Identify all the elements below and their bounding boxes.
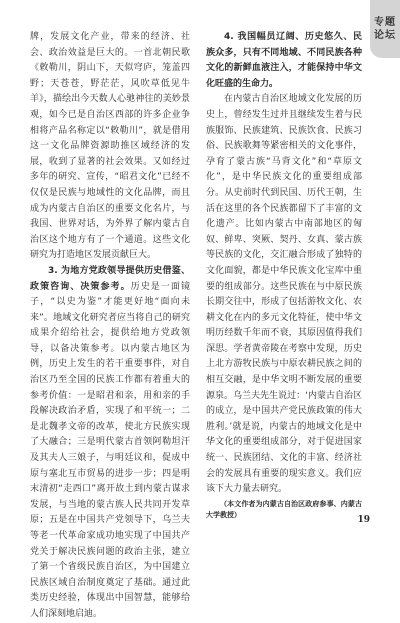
author-note: （本文作者为内蒙古自治区政府参事、内蒙古大学教授）: [206, 498, 362, 519]
left-paragraph-1: 牌，发展文化产业，带来的经济、社会、政治效益是巨大的。一首北朝民歌《敕勒川，阴山下，天似穹庐，笼盖四野；天苍苍，野茫茫，风吹草低见牛羊》，描绘出今天数人心驰神往的美妙景观，如今已是自治区西部的许多企业争相将产品名称定以“敕勒川”，就是借用这一文化品牌资源助推区域经济的发展，收到了显著的社会效果。又如经过多年的研究、宣传，“昭君文化”已经不仅仅是民族与地域性的文化品牌，而且成为内蒙古自治区的重要文化名片，与我国、世界对话，为外界了解内蒙古自治区这个地方有了一个通道。这些文化研究为打造地区发展贡献巨大。: [30, 32, 190, 261]
section-tab-line2: 论坛: [374, 30, 396, 41]
right-heading-4: 4. 我国幅员辽阔、历史悠久、民族众多，只有不同地域、不同民族各种文化的新鲜血液注入，才能保持中华文化旺盛的生命力。: [206, 32, 362, 89]
left-heading-3: 3. 为地方党政领导提供历史借鉴、政策咨询、决策参考。: [30, 265, 190, 292]
section-tab-line1: 专题: [374, 17, 396, 28]
right-column: [206, 30, 362, 520]
left-paragraph-2-body: 历史是一面镜子，“以史为鉴”才能更好地“面向未来”。地域文化研究者应当将自己的研究成果介绍给社会，提供给地方党政领导，以备决策参考。以内蒙古地区为例，历史上发生的若干重要事件，对自治区乃至全国的民族工作都有着重大的参考价值：一是昭君和亲，用和亲的手段解决政治矛盾，实现了和平统一；二是北魏孝文帝的改革，使北方民族实现了大融合；三是明代蒙古首领阿勒坦汗及其夫人三娘子，与明廷议和，促成中原与塞北互市贸易的进步一步；四是明末清初“走西口”离开故土到内蒙古谋求发展，与当地的蒙古族人民共同开发草原；五是在中国共产党领导下，乌兰夫等老一代革命家成功地实现了中国共产党关于解决民族问题的政治主张，建立了第一个省级民族自治区，为中国建立民族区域自治制度奠定了基础。通过此类历史经验，体现出中国智慧，能够给人们深刻地启迪。: [30, 281, 190, 619]
left-paragraph-2: [30, 264, 190, 623]
left-column: [30, 30, 190, 623]
page-number: 19: [357, 515, 370, 525]
right-paragraph-1: 在内蒙古自治区地域文化发展的历史上，曾经发生过并且继续发生着与民族服饰、民族建筑、民族饮食、民族习俗、民族歌舞等紧密相关的文化事件，孕育了蒙古族“马背文化”和“草原文化”，是中华民族文化的重要组成部分。从史前时代到民国、历代王朝，生活在这里的各个民族都留下了丰富的文化遗产。比如内蒙古中南部地区的匈奴、鲜卑、突厥、契丹、女真、蒙古族等民族的文化，交汇融合形成了独特的文化面貌，都是中华民族文化宝库中重要的组成部分。这些民族在与中原民族长期交往中，形成了包括游牧文化、农耕文化在内的多元文化特征，使中华文明历经数千年而不衰，其原因值得我们深思。学者黄帝陵在考察中发现，历史上北方游牧民族与中原农耕民族之间的相互交融，是中华文明不断发展的重要源泉。乌兰夫先生说过：‘内蒙古自治区的成立，是中国共产党民族政策的伟大胜利。’就是说，内蒙古的地域文化是中华文化的重要组成部分，对于促进国家统一、民族团结、文化的丰富、经济社会的发展具有重要的现实意义。我们应该下大力量去研究。: [206, 94, 362, 495]
section-tab: [370, 0, 400, 58]
